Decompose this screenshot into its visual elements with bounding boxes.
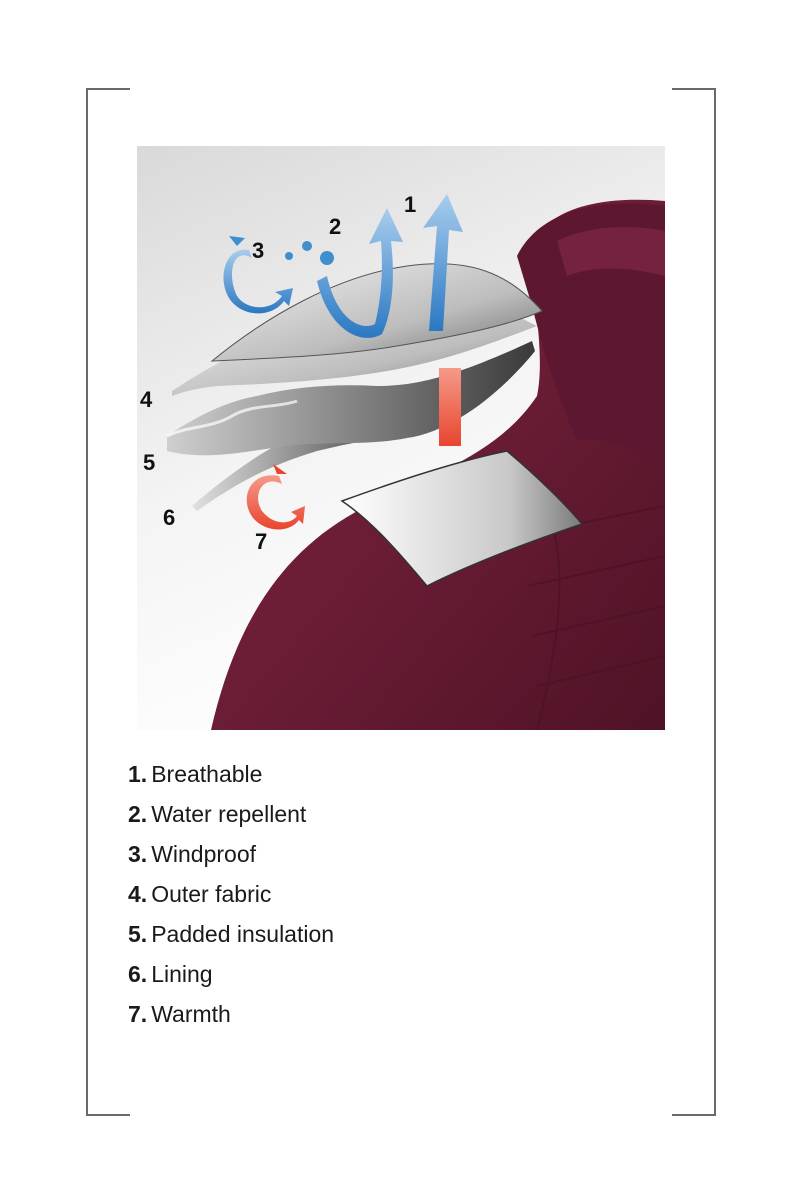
legend-item-warmth: 7. Warmth [128,1001,231,1027]
features-legend [128,758,334,1038]
frame-bracket-right [672,88,716,1116]
legend-item-padded-insulation: 5. Padded insulation [128,921,335,947]
warmth-bar [439,368,461,446]
legend-item-water-repellent: 2. Water repellent [128,801,307,827]
callout-7: 7 [255,529,268,554]
callout-1: 1 [404,192,417,217]
legend-item-lining: 6. Lining [128,961,213,987]
callout-2: 2 [329,214,342,239]
legend-item-outer-fabric: 4. Outer fabric [128,881,272,907]
legend-item-breathable: 1. Breathable [128,761,263,787]
callout-6: 6 [163,505,176,530]
callout-4: 4 [140,387,153,412]
legend-item-windproof: 3. Windproof [128,841,257,867]
callout-3: 3 [252,238,265,263]
callout-5: 5 [143,450,156,475]
jacket-layers-figure [137,146,665,730]
frame-bracket-left [86,88,130,1116]
jacket-layers-illustration [137,146,665,730]
